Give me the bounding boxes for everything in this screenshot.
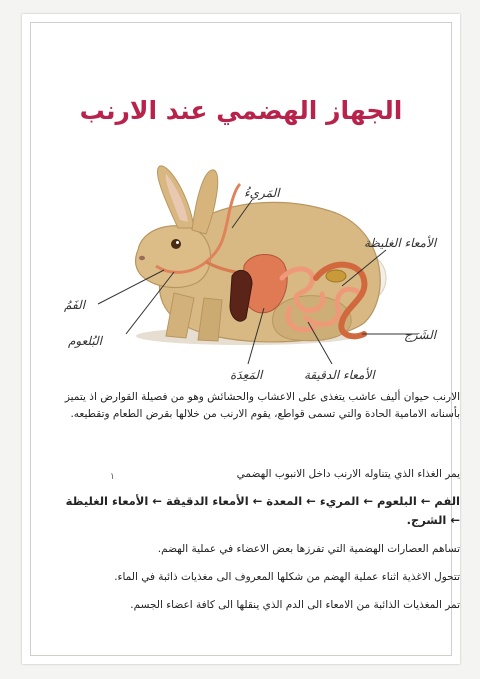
rabbit-diagram (46, 158, 446, 392)
label-large-intestine: الأمعاء الغليظة (364, 236, 437, 250)
fact-1: تساهم العصارات الهضمية التي تفرزها بعض الاعضاء في عملية الهضم. (157, 543, 460, 555)
label-stomach: المَعِدَة (230, 368, 263, 382)
label-mouth: الفَمُ (64, 298, 86, 312)
fact-2: تتحول الاغذية اثناء عملية الهضم من شكلها المعروف الى مغذيات ذائبة في الماء. (114, 571, 460, 583)
fact-3: تمر المغذيات الذائبة من الامعاء الى الدم الذي ينقلها الى كافة اعضاء الجسم. (130, 599, 460, 611)
label-rectum: الشَرَج (404, 328, 437, 342)
margin-marker: ١ (110, 472, 115, 482)
path-intro: يمر الغذاء الذي يتناوله الارنب داخل الانبوب الهضمي (236, 468, 460, 480)
worksheet-page (22, 14, 460, 664)
label-pharynx: البُلعوم (68, 334, 103, 348)
label-small-intestine: الأمعاء الدقيقة (304, 368, 375, 382)
intro-paragraph: الارنب حيوان أليف عاشب يتغذى على الاعشاب والحشائش وهو من فصيلة القوارض اذ يتميز بأسنانه الامامية الحادة والتي تسمى قواطع، يقوم الارنب من خلالها بقرض الطعام وتقطيعه. (64, 391, 460, 420)
page-title: الجهاز الهضمي عند الارنب (79, 96, 403, 125)
digestive-path: الفم ← البلعوم ← المريء ← المعدة ← الأمعاء الدقيقة ← الأمعاء الغليظة ← الشرج. (65, 494, 460, 527)
label-esophagus: المَريءُ (244, 186, 280, 200)
